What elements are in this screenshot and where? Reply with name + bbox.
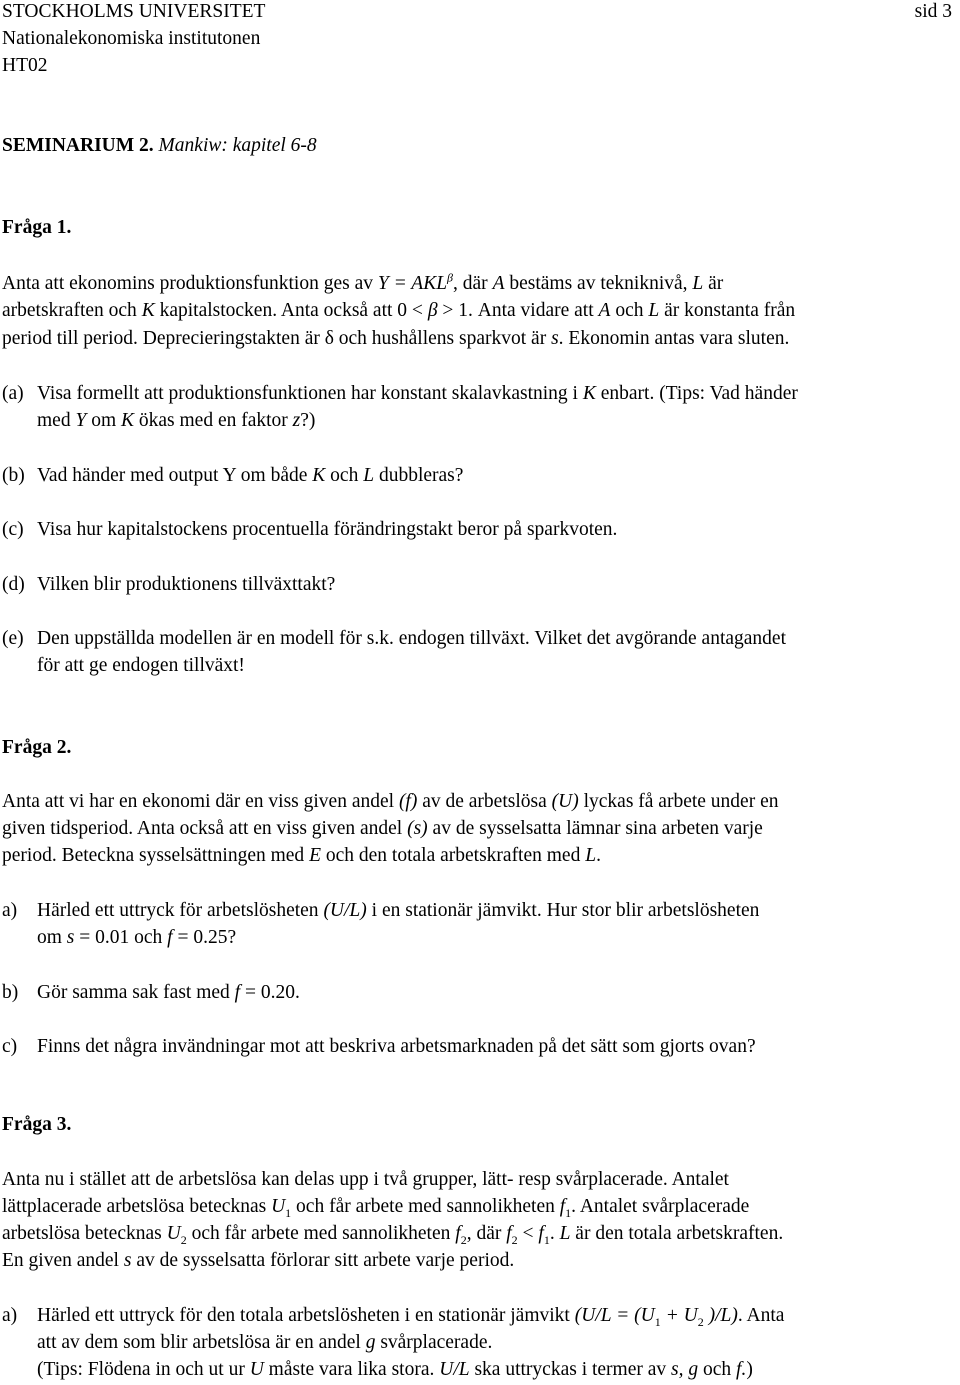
- seminar-reference: Mankiw: kapitel 6-8: [158, 135, 317, 156]
- q2-intro-line: period. Beteckna sysselsättningen med E och den totala arbetskraften med L.: [2, 845, 601, 866]
- q1-heading: Fråga 1.: [2, 217, 72, 238]
- q1-intro-line: period till period. Deprecieringstakten är δ och hushållens sparkvot är s. Ekonomin antas vara sluten.: [2, 328, 790, 349]
- q3-intro-line: lättplacerade arbetslösa betecknas $U_1$ och får arbete med sannolikheten $f_1$. Antalet svårplacerade: [2, 1196, 750, 1220]
- q2-heading: Fråga 2.: [2, 737, 72, 758]
- q3-intro-line: Anta nu i stället att de arbetslösa kan delas upp i två grupper, lätt- resp svårplacerade. Antalet: [2, 1169, 729, 1190]
- q3-heading: Fråga 3.: [2, 1114, 72, 1135]
- university-name: STOCKHOLMS UNIVERSITET: [2, 1, 266, 22]
- q2-intro-line: Anta att vi har en ekonomi där en viss given andel (f) av de arbetslösa (U) lyckas få arbete under en: [2, 791, 779, 812]
- q1-intro-line: arbetskraften och K kapitalstocken. Anta också att 0 < β > 1. Anta vidare att A och L är konstanta från: [2, 300, 796, 321]
- department-name: Nationalekonomiska institutonen: [2, 28, 261, 49]
- q2-intro-line: given tidsperiod. Anta också att en viss given andel (s) av de sysselsatta lämnar sina arbeten varje: [2, 818, 763, 839]
- seminar-label: SEMINARIUM 2.: [2, 135, 154, 156]
- seminar-title: [2, 134, 317, 158]
- q3-intro-line: arbetslösa betecknas $U_2$ och får arbete med sannolikheten $f_2$, där $f_2 < f_1$. L är den totala arbetskraften.: [2, 1223, 784, 1247]
- term-label: HT02: [2, 55, 48, 76]
- q1-intro-line: Anta att ekonomins produktionsfunktion ges av $Y = AKL^\beta$, där A bestäms av tekniknivå, L är: [2, 270, 724, 294]
- page-number: sid 3: [914, 1, 952, 22]
- q3-intro-line: En given andel s av de sysselsatta förlorar sitt arbete varje period.: [2, 1250, 515, 1271]
